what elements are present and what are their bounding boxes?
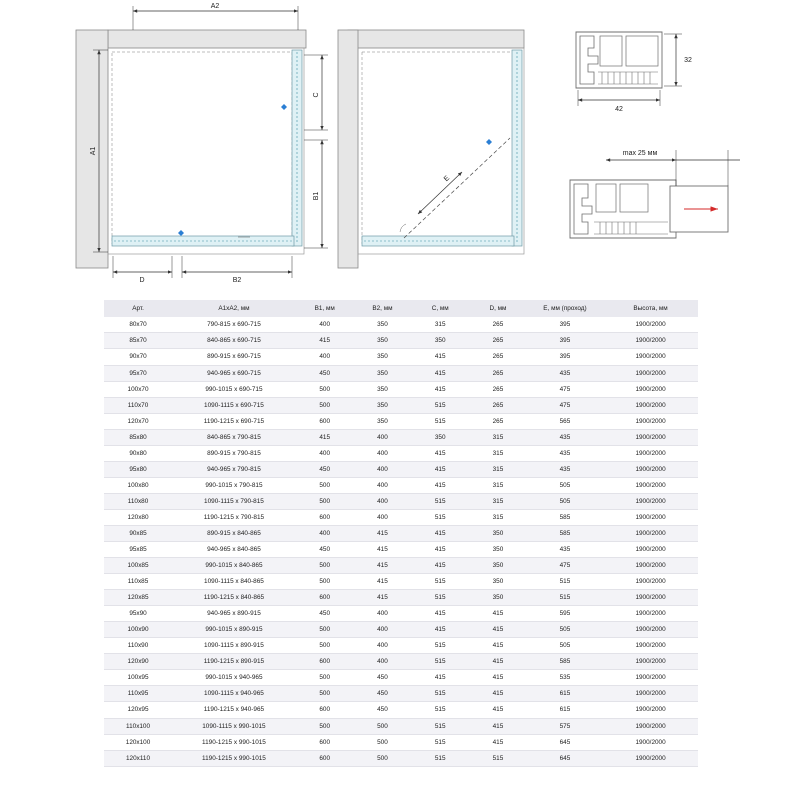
- table-cell: 110х85: [104, 574, 172, 590]
- table-cell: 400: [296, 445, 354, 461]
- table-row: [104, 333, 698, 349]
- table-cell: 400: [354, 509, 412, 525]
- table-cell: 95х85: [104, 542, 172, 558]
- table-cell: 415: [469, 702, 527, 718]
- table-row: [104, 622, 698, 638]
- table-cell: 315: [411, 317, 469, 333]
- table-cell: 415: [411, 622, 469, 638]
- table-cell: 415: [411, 525, 469, 541]
- table-cell: 990-1015 х 890-915: [172, 622, 296, 638]
- table-cell: 1900/2000: [603, 525, 698, 541]
- table-cell: 415: [469, 670, 527, 686]
- table-cell: 415: [469, 654, 527, 670]
- table-cell: 450: [296, 542, 354, 558]
- table-cell: 1900/2000: [603, 590, 698, 606]
- table-cell: 515: [411, 574, 469, 590]
- table-cell: 565: [527, 413, 603, 429]
- table-cell: 1190-1215 х 690-715: [172, 413, 296, 429]
- table-row: [104, 317, 698, 333]
- table-cell: 315: [469, 445, 527, 461]
- table-cell: 790-815 х 690-715: [172, 317, 296, 333]
- table-row: [104, 670, 698, 686]
- table-cell: 95х70: [104, 365, 172, 381]
- table-row: [104, 590, 698, 606]
- table-row: [104, 365, 698, 381]
- specification-table: [104, 300, 698, 767]
- table-cell: 350: [354, 365, 412, 381]
- table-cell: 505: [527, 622, 603, 638]
- table-cell: 120х70: [104, 413, 172, 429]
- table-cell: 395: [527, 317, 603, 333]
- table-cell: 265: [469, 397, 527, 413]
- table-cell: 500: [296, 718, 354, 734]
- table-cell: 265: [469, 413, 527, 429]
- table-cell: 100х95: [104, 670, 172, 686]
- table-cell: 990-1015 х 840-865: [172, 558, 296, 574]
- table-cell: 515: [411, 654, 469, 670]
- table-cell: 515: [411, 397, 469, 413]
- table-cell: 600: [296, 734, 354, 750]
- table-cell: 600: [296, 654, 354, 670]
- table-cell: 475: [527, 558, 603, 574]
- table-cell: 265: [469, 381, 527, 397]
- table-row: [104, 558, 698, 574]
- table-cell: 515: [411, 509, 469, 525]
- table-cell: 1900/2000: [603, 429, 698, 445]
- table-cell: 515: [411, 734, 469, 750]
- table-cell: 400: [354, 606, 412, 622]
- table-cell: 1900/2000: [603, 509, 698, 525]
- table-cell: 595: [527, 606, 603, 622]
- table-cell: 505: [527, 493, 603, 509]
- table-cell: 990-1015 х 940-965: [172, 670, 296, 686]
- table-cell: 515: [411, 686, 469, 702]
- table-cell: 450: [296, 365, 354, 381]
- table-cell: 1090-1115 х 990-1015: [172, 718, 296, 734]
- table-cell: 1900/2000: [603, 365, 698, 381]
- header-c: С, мм: [411, 300, 469, 317]
- table-cell: 515: [411, 750, 469, 766]
- table-row: [104, 461, 698, 477]
- table-cell: 90х85: [104, 525, 172, 541]
- table-cell: 1900/2000: [603, 718, 698, 734]
- table-cell: 940-965 х 890-915: [172, 606, 296, 622]
- dim-e-label: E: [442, 174, 452, 184]
- table-cell: 120х95: [104, 702, 172, 718]
- table-cell: 1900/2000: [603, 558, 698, 574]
- table-cell: 890-915 х 690-715: [172, 349, 296, 365]
- dim-d-label: D: [139, 277, 145, 284]
- table-cell: 500: [296, 558, 354, 574]
- table-cell: 450: [296, 606, 354, 622]
- table-cell: 1900/2000: [603, 317, 698, 333]
- dim-b2-label: B2: [232, 277, 242, 284]
- table-cell: 85х70: [104, 333, 172, 349]
- specification-table-wrap: [104, 300, 698, 767]
- table-cell: 350: [354, 317, 412, 333]
- header-a1a2: А1хА2, мм: [172, 300, 296, 317]
- table-cell: 475: [527, 397, 603, 413]
- table-cell: 415: [469, 606, 527, 622]
- table-cell: 415: [411, 477, 469, 493]
- table-cell: 400: [354, 461, 412, 477]
- table-cell: 505: [527, 638, 603, 654]
- table-cell: 85х80: [104, 429, 172, 445]
- table-cell: 120х100: [104, 734, 172, 750]
- table-cell: 515: [411, 413, 469, 429]
- table-cell: 1900/2000: [603, 686, 698, 702]
- table-cell: 450: [354, 702, 412, 718]
- table-cell: 890-915 х 790-815: [172, 445, 296, 461]
- table-cell: 1190-1215 х 990-1015: [172, 734, 296, 750]
- table-cell: 350: [354, 381, 412, 397]
- table-cell: 500: [296, 381, 354, 397]
- dim-a1-label: A1: [90, 146, 97, 156]
- table-cell: 585: [527, 654, 603, 670]
- table-cell: 350: [469, 558, 527, 574]
- table-cell: 1900/2000: [603, 638, 698, 654]
- table-cell: 1900/2000: [603, 574, 698, 590]
- table-cell: 415: [469, 686, 527, 702]
- table-cell: 1900/2000: [603, 333, 698, 349]
- table-cell: 350: [354, 397, 412, 413]
- table-cell: 515: [411, 638, 469, 654]
- table-cell: 400: [354, 638, 412, 654]
- profile-section-top: [576, 32, 692, 113]
- table-cell: 1900/2000: [603, 381, 698, 397]
- table-row: [104, 734, 698, 750]
- table-cell: 315: [469, 461, 527, 477]
- table-cell: 395: [527, 349, 603, 365]
- table-cell: 1190-1215 х 890-915: [172, 654, 296, 670]
- table-cell: 435: [527, 542, 603, 558]
- table-cell: 435: [527, 365, 603, 381]
- table-row: [104, 349, 698, 365]
- table-cell: 415: [469, 718, 527, 734]
- table-row: [104, 525, 698, 541]
- table-cell: 615: [527, 702, 603, 718]
- table-cell: 1900/2000: [603, 702, 698, 718]
- table-cell: 120х110: [104, 750, 172, 766]
- table-cell: 415: [469, 622, 527, 638]
- table-row: [104, 397, 698, 413]
- table-cell: 350: [469, 525, 527, 541]
- table-cell: 415: [411, 461, 469, 477]
- table-cell: 415: [469, 734, 527, 750]
- table-cell: 1900/2000: [603, 445, 698, 461]
- table-cell: 315: [469, 493, 527, 509]
- table-cell: 400: [354, 445, 412, 461]
- table-cell: 1090-1115 х 940-965: [172, 686, 296, 702]
- table-cell: 600: [296, 509, 354, 525]
- table-cell: 515: [411, 702, 469, 718]
- table-cell: 415: [411, 349, 469, 365]
- table-cell: 500: [296, 670, 354, 686]
- table-cell: 415: [354, 525, 412, 541]
- table-cell: 110х70: [104, 397, 172, 413]
- table-cell: 90х70: [104, 349, 172, 365]
- table-cell: 400: [354, 477, 412, 493]
- table-cell: 415: [354, 574, 412, 590]
- table-cell: 1900/2000: [603, 654, 698, 670]
- table-cell: 515: [527, 574, 603, 590]
- table-cell: 575: [527, 718, 603, 734]
- table-cell: 1090-1115 х 890-915: [172, 638, 296, 654]
- table-cell: 1190-1215 х 990-1015: [172, 750, 296, 766]
- table-cell: 1190-1215 х 790-815: [172, 509, 296, 525]
- table-cell: 890-915 х 840-865: [172, 525, 296, 541]
- table-cell: 315: [469, 429, 527, 445]
- table-cell: 415: [411, 381, 469, 397]
- table-cell: 500: [296, 493, 354, 509]
- dim-max-gap: max 25 мм: [622, 150, 658, 157]
- table-cell: 110х80: [104, 493, 172, 509]
- dim-a2-label: A2: [210, 3, 220, 10]
- table-cell: 265: [469, 333, 527, 349]
- table-cell: 400: [354, 622, 412, 638]
- table-cell: 90х80: [104, 445, 172, 461]
- table-row: [104, 750, 698, 766]
- table-cell: 415: [411, 670, 469, 686]
- table-cell: 450: [354, 686, 412, 702]
- table-cell: 500: [296, 397, 354, 413]
- table-cell: 645: [527, 750, 603, 766]
- table-header-row: [104, 300, 698, 317]
- table-row: [104, 477, 698, 493]
- header-e: Е, мм (проход): [527, 300, 603, 317]
- table-cell: 400: [354, 429, 412, 445]
- table-cell: 265: [469, 317, 527, 333]
- table-cell: 500: [354, 750, 412, 766]
- header-d: D, мм: [469, 300, 527, 317]
- table-cell: 400: [354, 493, 412, 509]
- table-cell: 1900/2000: [603, 734, 698, 750]
- table-cell: 1090-1115 х 840-865: [172, 574, 296, 590]
- table-cell: 840-865 х 790-815: [172, 429, 296, 445]
- table-cell: 585: [527, 525, 603, 541]
- table-cell: 100х90: [104, 622, 172, 638]
- table-cell: 100х70: [104, 381, 172, 397]
- dim-profile-height: 32: [684, 57, 692, 64]
- table-cell: 600: [296, 750, 354, 766]
- table-cell: 940-965 х 790-815: [172, 461, 296, 477]
- plan-view-left: [76, 3, 328, 284]
- table-row: [104, 654, 698, 670]
- table-row: [104, 702, 698, 718]
- table-cell: 95х90: [104, 606, 172, 622]
- table-cell: 990-1015 х 690-715: [172, 381, 296, 397]
- table-cell: 350: [469, 542, 527, 558]
- table-cell: 350: [411, 333, 469, 349]
- table-cell: 265: [469, 365, 527, 381]
- table-cell: 940-965 х 690-715: [172, 365, 296, 381]
- table-cell: 315: [469, 509, 527, 525]
- table-cell: 615: [527, 686, 603, 702]
- table-cell: 100х80: [104, 477, 172, 493]
- table-cell: 395: [527, 333, 603, 349]
- header-art: Арт.: [104, 300, 172, 317]
- table-cell: 500: [296, 574, 354, 590]
- table-cell: 100х85: [104, 558, 172, 574]
- table-cell: 415: [354, 558, 412, 574]
- table-cell: 515: [411, 590, 469, 606]
- table-cell: 400: [296, 525, 354, 541]
- table-cell: 110х95: [104, 686, 172, 702]
- table-row: [104, 493, 698, 509]
- header-b1: В1, мм: [296, 300, 354, 317]
- table-cell: 400: [296, 317, 354, 333]
- table-cell: 1190-1215 х 840-865: [172, 590, 296, 606]
- table-cell: 600: [296, 590, 354, 606]
- table-cell: 120х85: [104, 590, 172, 606]
- table-row: [104, 638, 698, 654]
- profile-section-bottom: [570, 150, 740, 238]
- table-cell: 990-1015 х 790-815: [172, 477, 296, 493]
- table-cell: 120х90: [104, 654, 172, 670]
- table-cell: 415: [411, 606, 469, 622]
- table-body: [104, 317, 698, 766]
- table-row: [104, 509, 698, 525]
- table-cell: 415: [469, 638, 527, 654]
- table-row: [104, 413, 698, 429]
- table-cell: 1900/2000: [603, 606, 698, 622]
- table-row: [104, 429, 698, 445]
- dim-c-label: C: [313, 92, 320, 98]
- table-cell: 645: [527, 734, 603, 750]
- table-cell: 1900/2000: [603, 622, 698, 638]
- table-row: [104, 381, 698, 397]
- table-cell: 1900/2000: [603, 461, 698, 477]
- table-cell: 315: [469, 477, 527, 493]
- table-cell: 110х100: [104, 718, 172, 734]
- table-cell: 500: [354, 718, 412, 734]
- table-cell: 940-965 х 840-865: [172, 542, 296, 558]
- table-cell: 515: [411, 718, 469, 734]
- table-cell: 350: [354, 333, 412, 349]
- table-cell: 415: [411, 445, 469, 461]
- table-cell: 600: [296, 413, 354, 429]
- table-cell: 435: [527, 445, 603, 461]
- drawing-svg: [0, 0, 800, 292]
- table-cell: 515: [469, 750, 527, 766]
- table-cell: 350: [469, 590, 527, 606]
- table-row: [104, 445, 698, 461]
- table-cell: 1090-1115 х 790-815: [172, 493, 296, 509]
- drawings-area: [0, 0, 800, 292]
- table-cell: 500: [296, 686, 354, 702]
- table-cell: 350: [354, 349, 412, 365]
- header-b2: В2, мм: [354, 300, 412, 317]
- table-cell: 1900/2000: [603, 413, 698, 429]
- table-cell: 500: [354, 734, 412, 750]
- table-cell: 415: [411, 558, 469, 574]
- table-cell: 500: [296, 638, 354, 654]
- table-cell: 120х80: [104, 509, 172, 525]
- table-cell: 500: [296, 622, 354, 638]
- table-head: [104, 300, 698, 317]
- table-row: [104, 606, 698, 622]
- table-row: [104, 542, 698, 558]
- table-cell: 415: [296, 333, 354, 349]
- table-cell: 1900/2000: [603, 542, 698, 558]
- table-row: [104, 574, 698, 590]
- table-cell: 110х90: [104, 638, 172, 654]
- table-row: [104, 686, 698, 702]
- table-cell: 95х80: [104, 461, 172, 477]
- table-cell: 1900/2000: [603, 349, 698, 365]
- table-cell: 400: [296, 349, 354, 365]
- table-cell: 350: [354, 413, 412, 429]
- table-cell: 1900/2000: [603, 477, 698, 493]
- table-cell: 435: [527, 429, 603, 445]
- table-cell: 265: [469, 349, 527, 365]
- table-cell: 415: [354, 542, 412, 558]
- table-cell: 350: [469, 574, 527, 590]
- table-cell: 585: [527, 509, 603, 525]
- table-cell: 515: [411, 493, 469, 509]
- table-cell: 1900/2000: [603, 750, 698, 766]
- table-cell: 1090-1115 х 690-715: [172, 397, 296, 413]
- table-cell: 450: [354, 670, 412, 686]
- table-cell: 515: [527, 590, 603, 606]
- table-cell: 435: [527, 461, 603, 477]
- table-cell: 1900/2000: [603, 397, 698, 413]
- table-cell: 1900/2000: [603, 493, 698, 509]
- table-cell: 535: [527, 670, 603, 686]
- header-height: Высота, мм: [603, 300, 698, 317]
- table-row: [104, 718, 698, 734]
- table-cell: 475: [527, 381, 603, 397]
- table-cell: 350: [411, 429, 469, 445]
- table-cell: 600: [296, 702, 354, 718]
- table-cell: 450: [296, 461, 354, 477]
- table-cell: 1900/2000: [603, 670, 698, 686]
- table-cell: 500: [296, 477, 354, 493]
- table-cell: 400: [354, 654, 412, 670]
- plan-view-right: [338, 30, 524, 268]
- table-cell: 840-865 х 690-715: [172, 333, 296, 349]
- dim-b1-label: B1: [313, 191, 320, 201]
- table-cell: 80х70: [104, 317, 172, 333]
- table-cell: 415: [296, 429, 354, 445]
- table-cell: 1190-1215 х 940-965: [172, 702, 296, 718]
- dim-profile-width: 42: [615, 106, 623, 113]
- table-cell: 415: [411, 365, 469, 381]
- table-cell: 415: [411, 542, 469, 558]
- table-cell: 415: [354, 590, 412, 606]
- table-cell: 505: [527, 477, 603, 493]
